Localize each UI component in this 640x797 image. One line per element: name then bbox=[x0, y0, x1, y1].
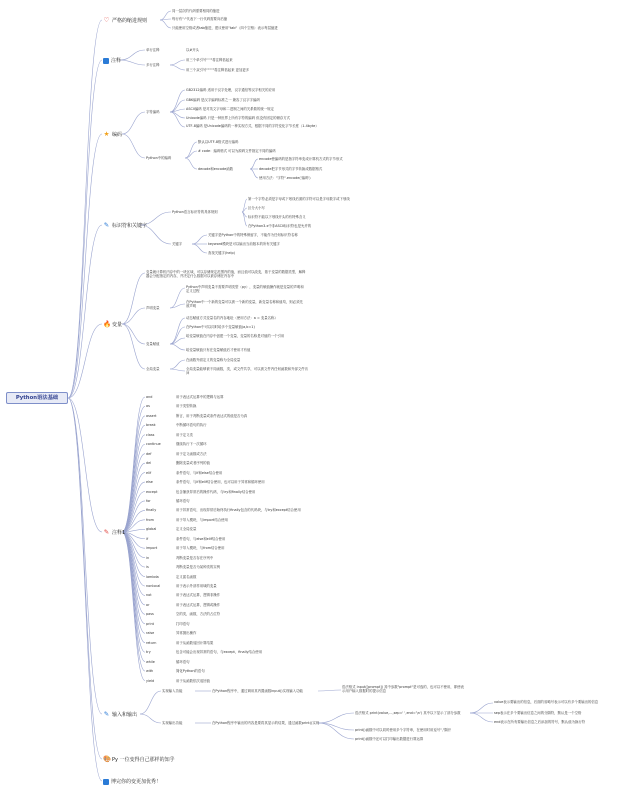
connector-line bbox=[122, 444, 145, 532]
keyword-name: raise bbox=[146, 631, 155, 636]
connector-line bbox=[68, 398, 102, 714]
keyword-name: return bbox=[146, 640, 157, 645]
pyenc-func-label: decode和encode函数 bbox=[198, 167, 233, 171]
keyword-desc: 用于表达式运算，逻辑非操作 bbox=[176, 593, 221, 598]
connector-line bbox=[122, 532, 145, 633]
charset-item: Unicode编码 只是一种世界上所有字符的编码 但没有固定的储存方式 bbox=[186, 116, 291, 120]
keyword-name: while bbox=[146, 659, 155, 664]
output-param: end表示在所有要输出信息之后添加的符号，默认值为换行符 bbox=[494, 720, 586, 724]
connector-line bbox=[170, 369, 185, 371]
charset-item: GB2312编码 适用于汉字处理，汉字通信等汉字相关的应用 bbox=[186, 88, 276, 92]
connector-line bbox=[185, 158, 197, 169]
comment-single-label: 单行注释 bbox=[146, 48, 160, 52]
keyword-desc: 用于从函数返回计算结果 bbox=[176, 640, 214, 645]
connector-line bbox=[170, 60, 185, 65]
connector-line bbox=[122, 416, 145, 532]
connector-line bbox=[68, 398, 102, 532]
connector-line bbox=[170, 90, 185, 112]
branch-style-label: 严格的缩进规则 bbox=[112, 18, 148, 24]
keyword-name: try bbox=[146, 650, 151, 655]
connector-line bbox=[192, 244, 207, 253]
connector-line bbox=[140, 714, 161, 723]
output-note: print()函数中还可以打印输出数据进行算运算 bbox=[355, 737, 424, 741]
keyword-name: if bbox=[146, 536, 149, 541]
keyword-name: continue bbox=[146, 442, 161, 447]
connector-line bbox=[68, 60, 102, 398]
connector-line bbox=[68, 398, 102, 759]
keyword-name: del bbox=[146, 461, 152, 466]
keyword-name: else bbox=[146, 480, 153, 485]
output-param: value表示要输出的信息，后面的省略号表示可以有多个要输出的信息 bbox=[494, 700, 599, 704]
keyword-desc: 定义全局变量 bbox=[176, 527, 197, 532]
connector-line bbox=[122, 324, 145, 344]
flame-icon: 🔥 bbox=[103, 320, 112, 328]
connector-line bbox=[122, 112, 145, 134]
connector-line bbox=[120, 50, 145, 60]
keyword-name: class bbox=[146, 432, 155, 437]
naming-item: 区分大小写 bbox=[248, 206, 265, 210]
keyword-desc: 用于表达式运算中的逻辑与运算 bbox=[176, 395, 224, 399]
branch-io-label: 输入和输出 bbox=[112, 712, 138, 718]
keyword-desc: 用于导入模块，与import结合使用 bbox=[176, 517, 228, 522]
variables-intro: 变量就计算机内存中的一块区域，可以存储规定范围内的值，而且值可以改变，基于变量的数据类型，解释器会分配指定的内存，并决定什么数据可以被存储在内存中 bbox=[146, 270, 306, 279]
pyenc-note: # code：编码格式 可以为源码文件指定不同的编码 bbox=[198, 149, 276, 153]
branch-identifiers[interactable] bbox=[103, 222, 147, 229]
keyword-desc: 用于类型转换 bbox=[176, 404, 197, 409]
output-desc: 在Python程序中输出的内容是要将其显示的结果，通过函数print()实现 bbox=[212, 721, 320, 725]
naming-item: 标识符不能以下划线开头的有特殊含义 bbox=[248, 215, 306, 219]
scope-item: 在函数外面定义的变量称为全局变量 bbox=[186, 358, 241, 362]
keyword-desc: 用于异常语句，出现异常后始终执行finally包含的代码块，与try和except结合使用 bbox=[176, 508, 301, 513]
connector-line bbox=[250, 169, 258, 178]
keyword-desc: 循环语句 bbox=[176, 498, 190, 503]
star-icon: ★ bbox=[103, 130, 110, 138]
input-desc: 在Python程序中，通过调用其内置函数input()实现输入功能 bbox=[212, 689, 303, 693]
connector-line bbox=[68, 134, 102, 398]
connector-line bbox=[120, 60, 145, 65]
keyword-desc: 用于定义函数或方法 bbox=[176, 451, 207, 456]
charset-label: 字符编码 bbox=[146, 110, 160, 114]
keyword-name: for bbox=[146, 498, 151, 503]
pencil-icon: ✎ bbox=[103, 528, 110, 536]
keywords-item: keyword模块是可以输出当前版本的所有关键字 bbox=[208, 242, 280, 246]
keyword-desc: 删除变量或者序列的值 bbox=[176, 461, 210, 466]
branch-encoding[interactable] bbox=[103, 131, 122, 138]
connector-line bbox=[170, 318, 185, 344]
declare-label: 声明变量 bbox=[146, 306, 160, 310]
connector-line bbox=[122, 532, 145, 662]
connector-line bbox=[170, 360, 185, 369]
keyword-name: pass bbox=[146, 612, 154, 617]
comment-single-text: 以#开头 bbox=[186, 48, 200, 52]
input-label: 实现输入功能 bbox=[162, 689, 183, 693]
keyword-desc: 判断变量是否为某种类的实例 bbox=[176, 565, 221, 570]
branch-keyword-list-label: 注释1 bbox=[112, 530, 126, 536]
assign-item: 在Python中可以同时给多个变量赋值(a,b=1) bbox=[186, 325, 255, 329]
scope-label: 全局变量 bbox=[146, 367, 160, 371]
keyword-desc: 循环语句 bbox=[176, 659, 190, 664]
connector-line bbox=[160, 20, 171, 28]
keyword-desc: 异常抛出操作 bbox=[176, 631, 197, 636]
keyword-desc: 判断变量是否存在序列中 bbox=[176, 555, 214, 560]
keyword-desc: 打印语句 bbox=[176, 621, 190, 626]
pyenc-func: decode把字节形式的字节转换成数据格式 bbox=[259, 167, 323, 171]
keyword-name: nonlocal bbox=[146, 584, 161, 588]
connector-line bbox=[318, 690, 341, 691]
assign-item: 给变量赋值只有在变量赋值后才使用才有值 bbox=[186, 348, 251, 352]
naming-item: 第一个字符必须是字母或下划线后面的字符可以是字母数字或下划线 bbox=[248, 197, 350, 201]
keywords-item: 关键字是Python中的特殊保留字，不能作为任何标识符名称 bbox=[208, 233, 298, 237]
branch-variables-label: 变量 bbox=[112, 322, 123, 328]
keyword-desc: 用于从函数依次返回值 bbox=[176, 678, 210, 683]
assign-item: 动态赋值方式变量名的内存地址（使用方法：a = 变量名称） bbox=[186, 316, 278, 320]
keyword-name: and bbox=[146, 395, 153, 399]
input-detail: 语法格式 input([prompt]) 其中参数"prompt"是可选的，也可以不使用，即使表示用户输入数据时的提示信息 bbox=[342, 685, 464, 694]
connector-line bbox=[470, 713, 493, 722]
assign-label: 变量赋值 bbox=[146, 342, 160, 346]
keyword-desc: 中断循环语句的执行 bbox=[176, 423, 207, 428]
keyword-name: as bbox=[146, 404, 150, 409]
pyenc-label: Python中的编码 bbox=[146, 156, 172, 160]
keyword-desc: 定义匿名函数 bbox=[176, 574, 197, 579]
keyword-name: not bbox=[146, 593, 152, 598]
comment-multi-line: 用三个双引号"""""将注释括起来 更加更多 bbox=[186, 68, 250, 72]
connector-line bbox=[192, 235, 207, 244]
keyword-desc: 用于表达式运算，逻辑或操作 bbox=[176, 602, 221, 607]
connector-line bbox=[170, 288, 185, 308]
comment-multi-line: 用三个单引号"'''"将注释括起来 bbox=[186, 58, 233, 62]
style-item: 同一层次的代码需要相同的缩进 bbox=[172, 9, 220, 13]
branch-footer-2-label: 博完你的变更加优秀！ bbox=[111, 779, 162, 785]
output-label: 实现输出功能 bbox=[162, 721, 183, 725]
connector-line bbox=[160, 11, 171, 20]
keyword-name: with bbox=[146, 669, 154, 674]
connector-line bbox=[68, 398, 102, 781]
connector-line bbox=[122, 308, 145, 324]
keywords-label: 关键字 bbox=[172, 242, 183, 246]
keywords-item: 查找关键字(help) bbox=[208, 251, 235, 255]
connector-line bbox=[250, 159, 258, 169]
blue-square-icon bbox=[103, 779, 109, 785]
paint-icon: 🎨 bbox=[103, 755, 112, 763]
keyword-desc: 继续执行下一次循环 bbox=[176, 442, 207, 447]
connector-line bbox=[470, 703, 493, 713]
keyword-name: print bbox=[146, 621, 154, 626]
branch-style[interactable] bbox=[103, 17, 147, 24]
keyword-desc: 断言，用于判断变量或条件表达式的值是否为真 bbox=[176, 413, 248, 418]
keyword-desc: 空的类，函数，方法的占位符 bbox=[176, 612, 221, 617]
output-note: print()函数中可以同时使用多个字符串，在使用时用逗号","隔开 bbox=[355, 728, 452, 732]
output-detail: 语法格式 print(value,...,sep=' ',end='\n') 其中以下显示了部分参数 bbox=[355, 711, 461, 715]
connector-line bbox=[122, 532, 145, 671]
keyword-name: or bbox=[146, 602, 150, 607]
connector-line bbox=[122, 134, 145, 158]
connector-line bbox=[68, 225, 102, 398]
keyword-name: assert bbox=[146, 413, 157, 418]
connector-line bbox=[318, 713, 354, 723]
pencil-icon: ✎ bbox=[103, 221, 110, 229]
pyenc-func: encode使编码的是指字符串变成计算机方式的字节形式 bbox=[259, 157, 343, 161]
connector-line bbox=[185, 142, 197, 158]
charset-item: UTF-8编码 是Unicode编码的一种实现方式，根据不同的字符变化字节长度（1-4byte） bbox=[186, 124, 319, 128]
keyword-name: finally bbox=[146, 508, 157, 513]
connector-line bbox=[170, 344, 185, 350]
naming-item: 在Python3.x中非ASCII标识符也是允许的 bbox=[248, 224, 312, 228]
branch-io[interactable] bbox=[103, 711, 137, 718]
keyword-name: elif bbox=[146, 470, 152, 475]
declare-item: Python中声明变量不需要声明类型（py），变量的赋值操作就是变量的声明和定义过程 bbox=[186, 285, 304, 294]
connector-line bbox=[170, 112, 185, 127]
scope-item: 全局变量能够被不同函数，类，或文件共享，可以被文件内任何函数和外部文件访问 bbox=[186, 367, 309, 376]
connector-line bbox=[122, 324, 145, 369]
charset-item: GBK编码 是汉字编码标准之一 兼容了汉字字编码 bbox=[186, 98, 260, 102]
branch-identifiers-label: 标识符和关键字 bbox=[112, 223, 148, 229]
branch-footer-1-label: Py 一位变得自己那样的知乎 bbox=[112, 757, 175, 763]
keyword-desc: 条件语句，与else和elif结合使用 bbox=[176, 536, 226, 541]
charset-item: ASCII编码 是对英文字母和二进制之间的关系做的统一规定 bbox=[186, 107, 274, 111]
branch-keyword-list[interactable] bbox=[103, 529, 125, 536]
keyword-desc: 用于导入模块，与from结合使用 bbox=[176, 546, 225, 551]
connector-line bbox=[318, 723, 354, 730]
connector-line bbox=[318, 723, 354, 739]
pencil-icon: ✎ bbox=[103, 710, 110, 718]
branch-encoding-label: 编码 bbox=[112, 132, 123, 138]
keyword-desc: 条件语句，与if和elif结合使用，也可以用于异常和循环使用 bbox=[176, 480, 265, 485]
comment-multi-label: 多行注释 bbox=[146, 63, 160, 67]
connector-line bbox=[170, 327, 185, 344]
connector-line bbox=[170, 65, 185, 70]
keyword-desc: 用于定义类 bbox=[176, 432, 193, 437]
blue-square-icon bbox=[103, 58, 109, 64]
assign-item: 给变量赋值在内存中创建一个变量，变量的名称是对值的一个引用 bbox=[186, 334, 285, 338]
keyword-desc: 简化Python的语句 bbox=[176, 669, 205, 674]
keyword-name: def bbox=[146, 451, 152, 456]
style-item: 每行有":"代表下一行代码需要向后缩 bbox=[172, 17, 228, 21]
keyword-name: in bbox=[146, 555, 150, 560]
pyenc-func: 使用方法："字符".encode('编码') bbox=[259, 176, 311, 180]
keyword-name: is bbox=[146, 565, 149, 570]
connector-line bbox=[140, 691, 161, 714]
keyword-desc: 用于表示外部作用域的变量 bbox=[176, 584, 217, 588]
declare-item: 在Python中一个新的变量可以被一个新的变量，新变量名称和值均，则必须先被声明 bbox=[186, 300, 303, 309]
connector-line bbox=[122, 406, 145, 532]
root-node[interactable]: Python语法基础 bbox=[6, 392, 68, 404]
branch-footer-1[interactable] bbox=[103, 756, 175, 763]
branch-comments-label: 注释 bbox=[111, 58, 122, 64]
branch-variables[interactable] bbox=[103, 321, 122, 328]
branch-comments[interactable] bbox=[103, 57, 121, 64]
keyword-name: yield bbox=[146, 678, 155, 683]
connector-line bbox=[68, 20, 102, 398]
heart-outline-icon: ♡ bbox=[103, 16, 110, 24]
keyword-name: from bbox=[146, 517, 154, 522]
keyword-desc: 包含捕获异常后的操作代码，与try和finally结合使用 bbox=[176, 489, 256, 494]
naming-label: Python语言标识符的具体规则 bbox=[172, 210, 218, 214]
keyword-name: break bbox=[146, 423, 156, 428]
keyword-name: lambda bbox=[146, 574, 159, 579]
keyword-desc: 条件语句，与if和else结合使用 bbox=[176, 470, 223, 475]
keyword-name: import bbox=[146, 546, 158, 551]
keyword-name: except bbox=[146, 489, 158, 494]
keyword-desc: 包含可能会出现异常的语句，与except，finally结合使用 bbox=[176, 650, 263, 655]
keyword-name: global bbox=[146, 527, 157, 532]
style-item: 只能使用空格或者tab缩进，建议使用"tab"（四个空格）表示每层缩进 bbox=[172, 26, 278, 30]
pyenc-note: 默认以UTF-8格式进行编码 bbox=[198, 140, 239, 144]
output-param: sep表示在多个要输出信息之间的分隔符，默认是一个空格 bbox=[494, 711, 582, 715]
branch-footer-2[interactable] bbox=[103, 778, 161, 785]
